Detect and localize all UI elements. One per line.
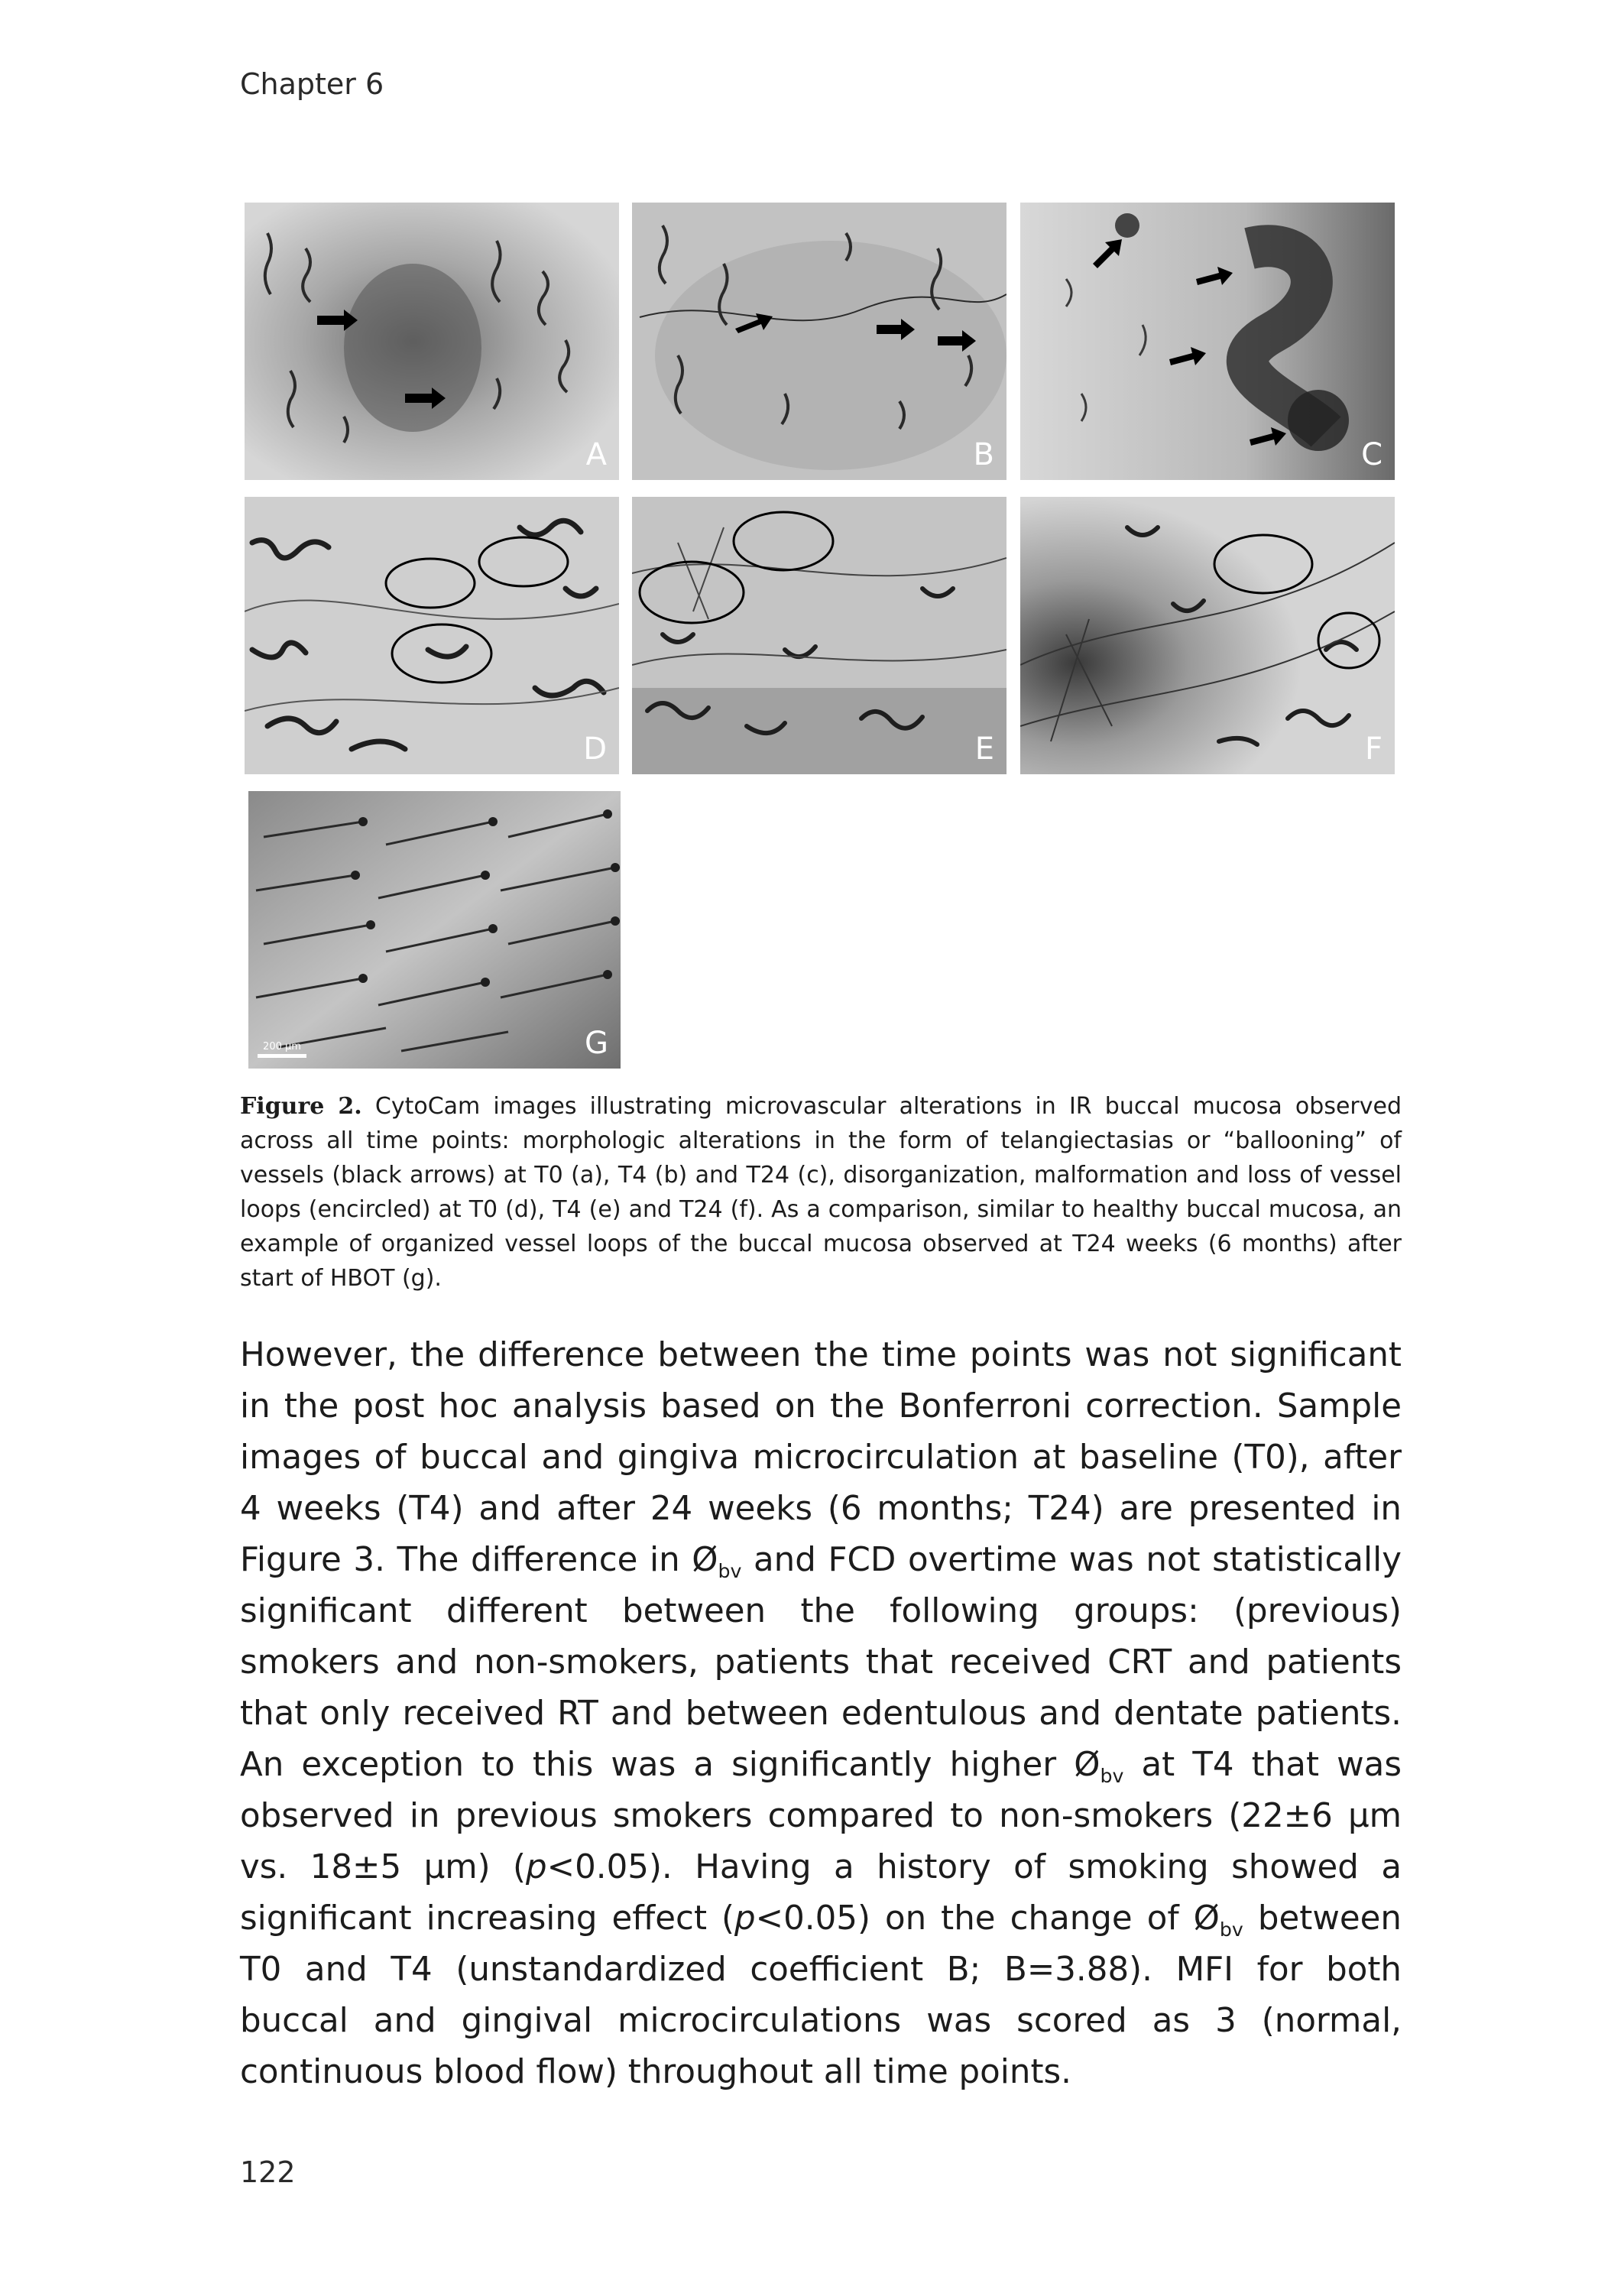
figure-panel-g bbox=[248, 791, 621, 1069]
figure-panel-b bbox=[632, 203, 1006, 480]
figure-panel-f bbox=[1020, 497, 1395, 774]
italic-p: p bbox=[526, 1848, 547, 1886]
figure-panel-e bbox=[632, 497, 1006, 774]
panel-label: E bbox=[974, 731, 994, 767]
body-text: and FCD overtime was not statistically significant different between the following groups: (previous) smokers and non-smokers, patients that received CRT and patients that only received RT and between edentulous and dentate patients. An exception to this was a significantly higher Ø bbox=[240, 1541, 1402, 1784]
caption-text: CytoCam images illustrating microvascular alterations in IR buccal mucosa observed across all time points: morphologic alterations in the form of telangiectasias or “ballooning” of vessels (black arrows) at T0 (a), T4 (b) and T24 (c), disorganization, malformation and loss of vessel loops (encircled) at T0 (d), T4 (e) and T24 (f). As a comparison, similar to healthy buccal mucosa, an example of organized vessel loops of the buccal mucosa observed at T24 weeks (6 months) after start of HBOT (g). bbox=[240, 1093, 1402, 1292]
subscript: bv bbox=[1100, 1764, 1124, 1787]
figure-panel-c bbox=[1020, 203, 1395, 480]
microscopy-image-c bbox=[1020, 203, 1395, 480]
figure-caption bbox=[240, 1089, 1402, 1296]
panel-label: F bbox=[1364, 731, 1383, 767]
microscopy-image-f bbox=[1020, 497, 1395, 774]
body-text: between T0 and T4 (unstandardized coefficient B; B=3.88). MFI for both buccal and gingival microcirculations was scored as 3 (normal, continuous blood flow) throughout all time points. bbox=[240, 1899, 1402, 2091]
microscopy-image-e bbox=[632, 497, 1006, 774]
body-text: at T4 that was observed in previous smokers compared to non-smokers (22±6 µm vs. 18±5 µm) ( bbox=[240, 1746, 1402, 1886]
figure-panel-d bbox=[245, 497, 619, 774]
body-text: However, the difference between the time points was not significant in the post hoc analysis based on the Bonferroni correction. Sample images of buccal and gingiva microcirculation at baseline (T0), after 4 weeks (T4) and after 24 weeks (6 months; T24) are presented in Figure 3. The difference in Ø bbox=[240, 1336, 1402, 1579]
figure-panel-a bbox=[245, 203, 619, 480]
panel-label: A bbox=[585, 437, 607, 472]
body-text: <0.05). Having a history of smoking showed a significant increasing effect ( bbox=[240, 1848, 1402, 1938]
microscopy-image-b bbox=[632, 203, 1006, 480]
subscript: bv bbox=[718, 1559, 742, 1582]
scale-bar: 200 µm bbox=[258, 1041, 306, 1058]
page-number: 122 bbox=[240, 2155, 296, 2189]
microscopy-image-g bbox=[248, 791, 621, 1069]
body-text: <0.05) on the change of Ø bbox=[755, 1899, 1220, 1938]
body-paragraph bbox=[240, 1330, 1402, 2098]
microscopy-image-d bbox=[245, 497, 619, 774]
italic-p: p bbox=[734, 1899, 756, 1938]
running-header: Chapter 6 bbox=[240, 67, 384, 101]
panel-label: G bbox=[585, 1026, 608, 1061]
caption-lead: Figure 2. bbox=[240, 1093, 362, 1120]
microscopy-image-a bbox=[245, 203, 619, 480]
panel-label: B bbox=[973, 437, 994, 472]
subscript: bv bbox=[1219, 1918, 1243, 1941]
panel-label: C bbox=[1361, 437, 1383, 472]
panel-label: D bbox=[583, 731, 607, 767]
